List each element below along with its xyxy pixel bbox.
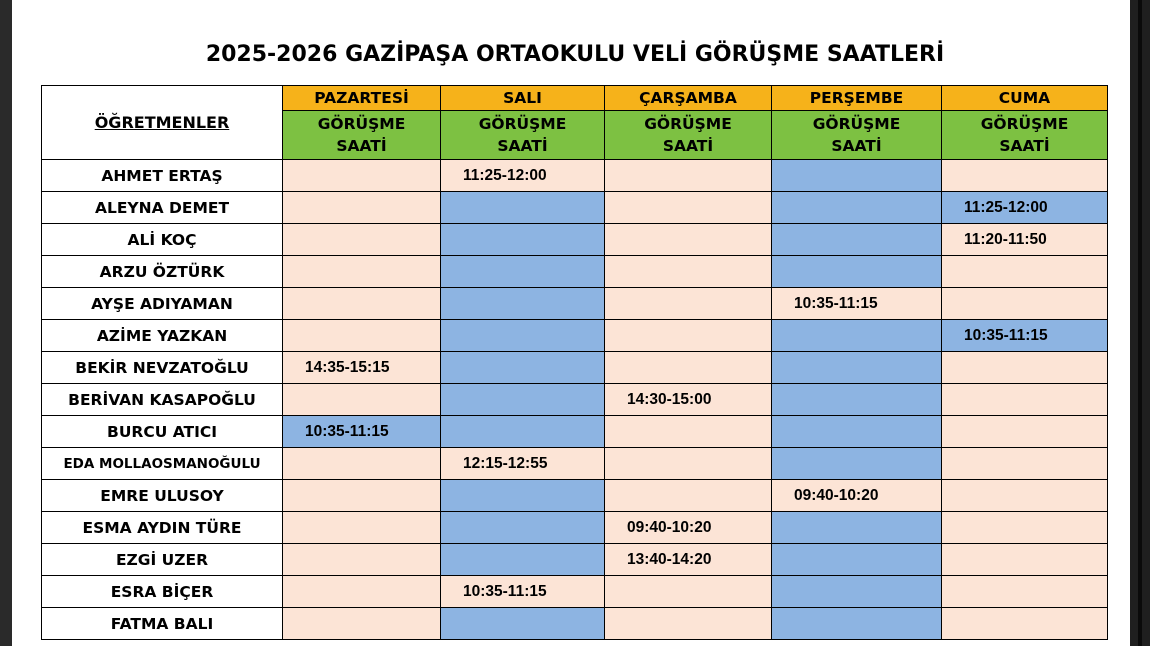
time-slot (283, 288, 441, 320)
time-slot (942, 448, 1108, 480)
time-slot (283, 608, 441, 640)
sub-header-line2: SAATİ (336, 137, 387, 155)
sub-header (441, 111, 605, 160)
time-slot (283, 256, 441, 288)
sub-header-line1: GÖRÜŞME (980, 115, 1069, 133)
time-slot (441, 192, 605, 224)
time-slot (441, 224, 605, 256)
time-slot (942, 256, 1108, 288)
day-header: PAZARTESİ (283, 86, 441, 111)
page-title: 2025-2026 GAZİPAŞA ORTAOKULU VELİ GÖRÜŞME SAATLERİ (205, 42, 945, 67)
teacher-name: EZGİ UZER (42, 544, 283, 576)
table-row (42, 256, 1108, 288)
time-slot (605, 608, 772, 640)
time-slot (605, 160, 772, 192)
teacher-name: ALİ KOÇ (42, 224, 283, 256)
table-row (42, 224, 1108, 256)
time-slot (283, 448, 441, 480)
sub-header (605, 111, 772, 160)
time-slot (942, 512, 1108, 544)
time-slot (605, 320, 772, 352)
table-row (42, 544, 1108, 576)
time-slot (605, 256, 772, 288)
sub-header-line1: GÖRÜŞME (317, 115, 406, 133)
teacher-name: ARZU ÖZTÜRK (42, 256, 283, 288)
time-slot (283, 480, 441, 512)
time-slot (441, 320, 605, 352)
time-slot (605, 480, 772, 512)
sub-header-line2: SAATİ (662, 137, 714, 155)
time-slot (283, 576, 441, 608)
time-slot (772, 256, 942, 288)
time-slot (441, 608, 605, 640)
day-header: CUMA (942, 86, 1108, 111)
teacher-name: BERİVAN KASAPOĞLU (42, 384, 283, 416)
time-slot: 10:35-11:15 (283, 416, 441, 448)
time-slot (605, 288, 772, 320)
time-slot (942, 416, 1108, 448)
time-slot (942, 288, 1108, 320)
time-slot: 09:40-10:20 (605, 512, 772, 544)
time-slot (772, 576, 942, 608)
teacher-name: EMRE ULUSOY (42, 480, 283, 512)
time-slot: 09:40-10:20 (772, 480, 942, 512)
teacher-name: AZİME YAZKAN (42, 320, 283, 352)
time-slot (772, 448, 942, 480)
time-slot: 11:20-11:50 (942, 224, 1108, 256)
time-slot (283, 160, 441, 192)
day-header: SALI (441, 86, 605, 111)
time-slot (283, 544, 441, 576)
time-slot (605, 576, 772, 608)
time-slot (441, 384, 605, 416)
table-row (42, 288, 1108, 320)
time-slot (283, 320, 441, 352)
sub-header-line2: SAATİ (831, 137, 882, 155)
time-slot (605, 352, 772, 384)
sub-header-line2: SAATİ (497, 137, 548, 155)
time-slot (772, 384, 942, 416)
table-row (42, 352, 1108, 384)
table-row (42, 384, 1108, 416)
time-slot (283, 384, 441, 416)
table-row (42, 512, 1108, 544)
time-slot (283, 192, 441, 224)
teacher-name: EDA MOLLAOSMANOĞULU (42, 448, 283, 480)
time-slot (942, 352, 1108, 384)
table-row (42, 448, 1108, 480)
teacher-name: AYŞE ADIYAMAN (42, 288, 283, 320)
time-slot (772, 160, 942, 192)
time-slot: 10:35-11:15 (441, 576, 605, 608)
teacher-name: FATMA BALI (42, 608, 283, 640)
table-row (42, 192, 1108, 224)
teacher-name: ALEYNA DEMET (42, 192, 283, 224)
sub-header (283, 111, 441, 160)
sub-header-line1: GÖRÜŞME (812, 115, 901, 133)
table-row (42, 160, 1108, 192)
teachers-header-cell (42, 86, 283, 160)
table-row (42, 608, 1108, 640)
time-slot (441, 256, 605, 288)
teacher-name: BURCU ATICI (42, 416, 283, 448)
time-slot (772, 416, 942, 448)
sub-header-line2: SAATİ (999, 137, 1050, 155)
sub-header (772, 111, 942, 160)
time-slot (942, 608, 1108, 640)
time-slot (942, 544, 1108, 576)
time-slot (772, 320, 942, 352)
table-row (42, 480, 1108, 512)
time-slot: 14:35-15:15 (283, 352, 441, 384)
time-slot (441, 352, 605, 384)
time-slot (942, 576, 1108, 608)
time-slot (942, 480, 1108, 512)
time-slot: 10:35-11:15 (942, 320, 1108, 352)
sub-header-line1: GÖRÜŞME (644, 115, 732, 133)
time-slot: 13:40-14:20 (605, 544, 772, 576)
time-slot: 14:30-15:00 (605, 384, 772, 416)
time-slot (772, 192, 942, 224)
time-slot (772, 352, 942, 384)
day-header-row (42, 86, 1108, 111)
time-slot (605, 192, 772, 224)
teacher-name: ESMA AYDIN TÜRE (42, 512, 283, 544)
viewer-edge (1130, 0, 1150, 646)
time-slot (942, 160, 1108, 192)
schedule-table (41, 85, 1108, 640)
time-slot (772, 512, 942, 544)
sub-header-line1: GÖRÜŞME (478, 115, 567, 133)
time-slot: 12:15-12:55 (441, 448, 605, 480)
time-slot (605, 416, 772, 448)
teachers-header: ÖĞRETMENLER (94, 113, 230, 132)
viewer-scrollbar[interactable] (1138, 0, 1142, 646)
time-slot (605, 448, 772, 480)
table-row (42, 576, 1108, 608)
time-slot: 11:25-12:00 (441, 160, 605, 192)
day-header: ÇARŞAMBA (605, 86, 772, 111)
time-slot (441, 416, 605, 448)
time-slot (441, 288, 605, 320)
teacher-name: BEKİR NEVZATOĞLU (42, 352, 283, 384)
day-header: PERŞEMBE (772, 86, 942, 111)
time-slot (441, 480, 605, 512)
time-slot: 11:25-12:00 (942, 192, 1108, 224)
time-slot: 10:35-11:15 (772, 288, 942, 320)
teacher-name: AHMET ERTAŞ (42, 160, 283, 192)
time-slot (283, 512, 441, 544)
table-row (42, 320, 1108, 352)
time-slot (605, 224, 772, 256)
time-slot (441, 512, 605, 544)
table-row (42, 416, 1108, 448)
time-slot (772, 224, 942, 256)
time-slot (441, 544, 605, 576)
time-slot (942, 384, 1108, 416)
teacher-name: ESRA BİÇER (42, 576, 283, 608)
time-slot (283, 224, 441, 256)
time-slot (772, 544, 942, 576)
time-slot (772, 608, 942, 640)
sub-header (942, 111, 1108, 160)
